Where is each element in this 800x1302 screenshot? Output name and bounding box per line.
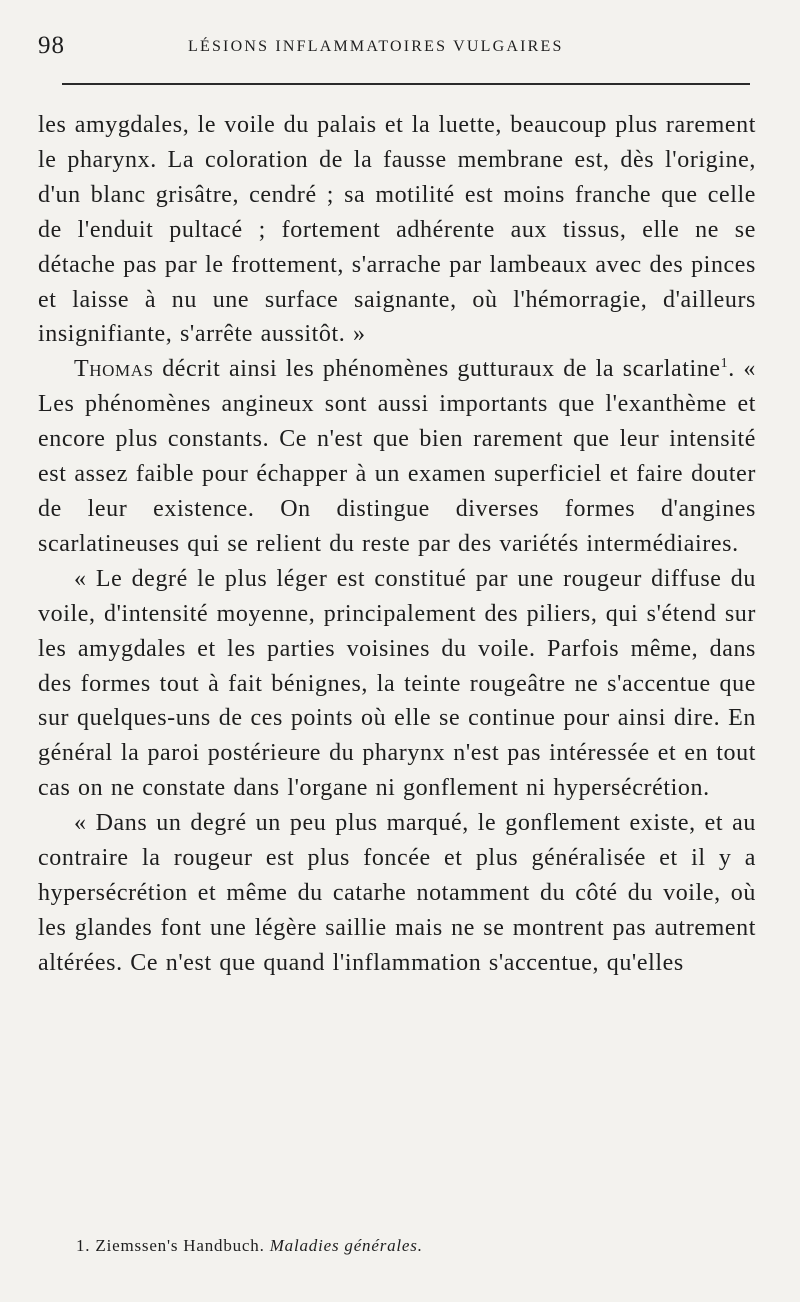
header-rule <box>62 83 750 85</box>
page-header <box>38 32 750 66</box>
footnote <box>76 1236 756 1256</box>
page-number: 98 <box>38 32 65 59</box>
paragraph-2-text-a: décrit ainsi les phénomènes gutturaux de la scarlatine <box>153 356 721 383</box>
footnote-marker: 1 <box>720 356 729 372</box>
paragraph-1: les amygdales, le voile du palais et la luette, beaucoup plus rarement le pharynx. La coloration de la fausse membrane est, dès l'origine, d'un blanc grisâtre, cendré ; sa motilité est moins franche que celle de l'enduit pultacé ; fortement adhérente aux tissus, elle ne se détache pas par le frottement, s'arrache par lambeaux avec des pinces et laisse à nu une surface saignante, où l'hémorragie, d'ailleurs insignifiante, s'arrête aussitôt. » <box>38 112 756 348</box>
footnote-number: 1. <box>76 1236 91 1255</box>
body-text <box>38 108 756 981</box>
paragraph-4: « Dans un degré un peu plus marqué, le gonflement existe, et au contraire la rougeur est plus foncée et plus généralisée et il y a hypersécrétion et même du catarhe notamment du côté du voile, où les glandes font une légère saillie mais ne se montrent pas autrement altérées. Ce n'est que quand l'inflammation s'accentue, qu'elles <box>38 810 756 976</box>
running-head: LÉSIONS INFLAMMATOIRES VULGAIRES <box>188 38 564 55</box>
author-name: Thomas <box>74 356 154 383</box>
paragraph-3: « Le degré le plus léger est constitué par une rougeur diffuse du voile, d'intensité moyenne, principalement des piliers, qui s'étend sur les amygdales et les parties voisines du voile. Parfois même, dans des formes tout à fait bénignes, la teinte rougeâtre ne s'accentue que sur quelques-uns de ces points où elle se continue pour ainsi dire. En général la paroi postérieure du pharynx n'est pas intéressée et en tout cas on ne constate dans l'organe ni gonflement ni hypersécrétion. <box>38 565 756 802</box>
paragraph-2-text-b: . « Les phénomènes angineux sont aussi importants que l'exanthème et encore plus constants. Ce n'est que bien rarement que leur intensité est assez faible pour échapper à un examen superficiel et faire douter de leur existence. On distingue diverses formes d'angines scarlatineuses qui se relient du reste par des variétés intermédiaires. <box>38 356 757 557</box>
paragraph-2 <box>38 352 756 561</box>
footnote-source: Ziemssen's Handbuch. <box>95 1236 265 1255</box>
footnote-title: Maladies générales. <box>269 1236 423 1255</box>
